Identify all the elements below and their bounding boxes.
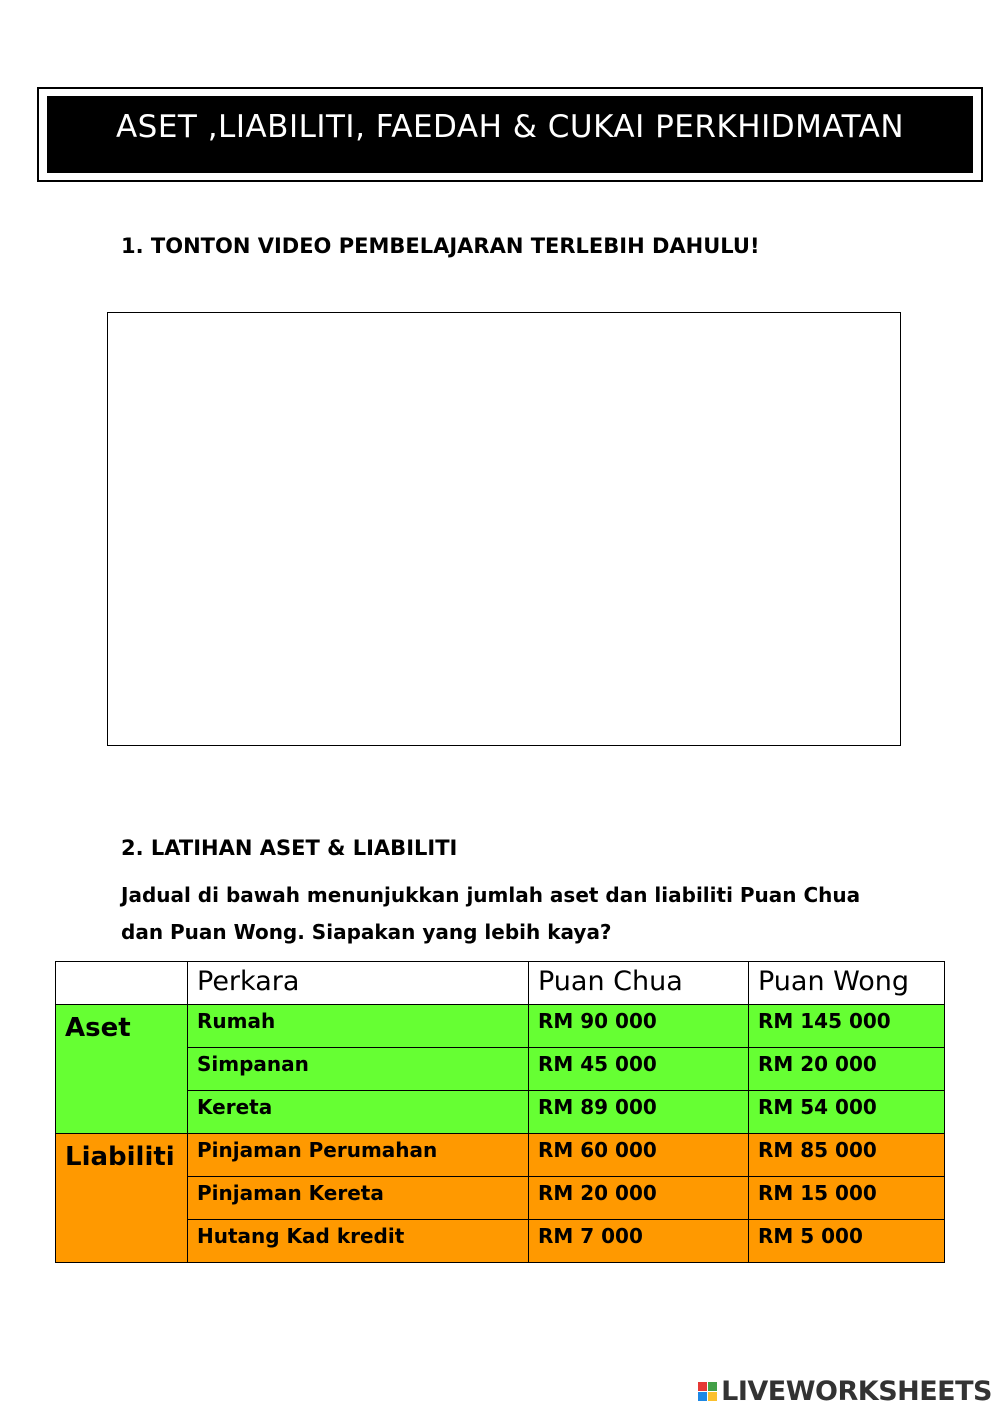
header-cell-puan-wong: Puan Wong [749,962,945,1005]
item-cell: Simpanan [188,1048,529,1091]
asset-liability-table [55,961,945,1263]
table-header-row [56,962,945,1005]
chua-value-cell: RM 45 000 [529,1048,749,1091]
chua-value-cell: RM 20 000 [529,1177,749,1220]
wong-value-cell: RM 5 000 [749,1220,945,1263]
table-row [56,1005,945,1048]
instruction-line-1: Jadual di bawah menunjukkan jumlah aset dan liabiliti Puan Chua [121,883,861,907]
chua-value-cell: RM 7 000 [529,1220,749,1263]
group-label-liabiliti: Liabiliti [56,1134,188,1263]
item-cell: Kereta [188,1091,529,1134]
header-cell-perkara: Perkara [188,962,529,1005]
logo-icon [698,1382,717,1401]
chua-value-cell: RM 60 000 [529,1134,749,1177]
logo-square-icon [708,1382,717,1391]
table-row [56,1048,945,1091]
wong-value-cell: RM 54 000 [749,1091,945,1134]
section1-heading: 1. TONTON VIDEO PEMBELAJARAN TERLEBIH DAHULU! [121,234,760,258]
header-cell-puan-chua: Puan Chua [529,962,749,1005]
chua-value-cell: RM 90 000 [529,1005,749,1048]
item-cell: Pinjaman Kereta [188,1177,529,1220]
group-label-aset: Aset [56,1005,188,1134]
table-row [56,1177,945,1220]
item-cell: Hutang Kad kredit [188,1220,529,1263]
table-row [56,1134,945,1177]
instruction-line-2: dan Puan Wong. Siapakan yang lebih kaya? [121,920,612,944]
section2-heading: 2. LATIHAN ASET & LIABILITI [121,836,458,860]
header-cell-empty [56,962,188,1005]
wong-value-cell: RM 20 000 [749,1048,945,1091]
logo-square-icon [698,1382,707,1391]
wong-value-cell: RM 15 000 [749,1177,945,1220]
logo-square-icon [708,1392,717,1401]
title-banner-inner [47,96,973,173]
logo-text: LIVEWORKSHEETS [721,1376,992,1407]
video-placeholder[interactable] [107,312,901,746]
instruction-text [121,877,901,951]
item-cell: Rumah [188,1005,529,1048]
table-row [56,1220,945,1263]
wong-value-cell: RM 145 000 [749,1005,945,1048]
page-title: ASET ,LIABILITI, FAEDAH & CUKAI PERKHIDMATAN [115,109,905,145]
logo-square-icon [698,1392,707,1401]
table-row [56,1091,945,1134]
chua-value-cell: RM 89 000 [529,1091,749,1134]
liveworksheets-logo[interactable] [698,1376,992,1407]
item-cell: Pinjaman Perumahan [188,1134,529,1177]
title-banner [37,87,983,182]
wong-value-cell: RM 85 000 [749,1134,945,1177]
